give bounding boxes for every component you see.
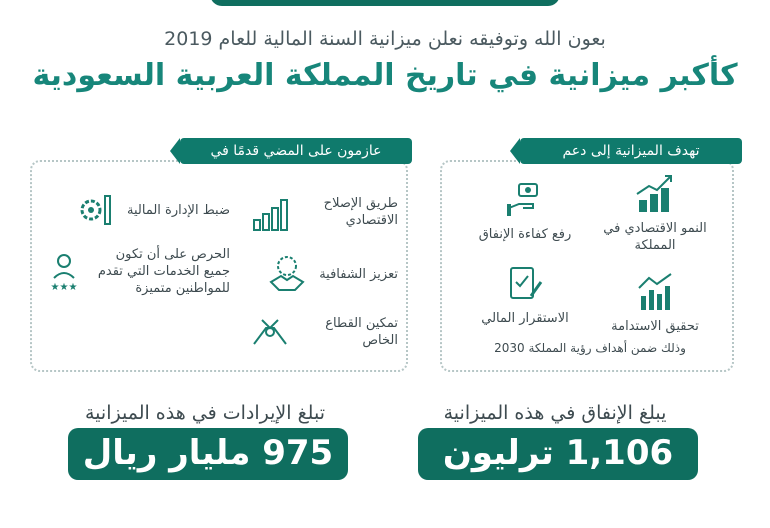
handshake-icon xyxy=(265,252,309,296)
goal-label: تحقيق الاستدامة xyxy=(611,319,699,334)
goal-financial-stability xyxy=(470,262,580,327)
rising-bars-icon xyxy=(248,190,292,234)
commitments-panel-title: عازمون على المضي قدمًا في xyxy=(180,138,412,164)
money-hand-icon xyxy=(503,178,547,222)
sustainability-chart-icon xyxy=(633,270,677,314)
commitment-financial-management xyxy=(60,188,230,232)
commitment-transparency xyxy=(248,252,398,296)
checklist-document-icon xyxy=(503,262,547,306)
commitment-label: تمكين القطاع الخاص xyxy=(325,316,398,348)
goal-spending-efficiency xyxy=(470,178,580,243)
vision-2030-note: وذلك ضمن أهداف رؤية المملكة 2030 xyxy=(494,341,686,355)
goal-economic-growth xyxy=(600,172,710,254)
spending-value: 1,106 ترليون ريال xyxy=(418,428,698,480)
spending-label: يبلغ الإنفاق في هذه الميزانية xyxy=(443,402,667,424)
commitment-private-sector xyxy=(248,310,398,354)
svg-text:★★★: ★★★ xyxy=(50,281,78,293)
revenue-label: تبلغ الإيرادات في هذه الميزانية xyxy=(85,402,325,424)
commitment-label: الحرص على أن تكون جميع الخدمات التي تقدم للمواطنين متميزة xyxy=(97,247,230,296)
commitment-label: تعزيز الشفافية xyxy=(319,266,398,282)
commitment-economic-reform xyxy=(248,190,398,234)
top-banner-strip xyxy=(210,0,560,6)
goal-label: رفع كفاءة الإنفاق xyxy=(478,227,572,242)
commitment-label: طريق الإصلاح الاقتصادي xyxy=(323,196,398,228)
user-rating-icon xyxy=(42,250,86,294)
commitment-service-excellence xyxy=(42,246,230,297)
gears-icon xyxy=(73,188,117,232)
growth-chart-icon xyxy=(633,172,677,216)
joined-hands-icon xyxy=(248,310,292,354)
intro-line: بعون الله وتوفيقه نعلن ميزانية السنة المالية للعام 2019 xyxy=(164,28,606,50)
goals-panel-title: تهدف الميزانية إلى دعم xyxy=(520,138,742,164)
goal-label: النمو الاقتصادي في المملكة xyxy=(603,221,707,253)
goal-label: الاستقرار المالي xyxy=(481,311,569,326)
headline: كأكبر ميزانية في تاريخ المملكة العربية السعودية xyxy=(32,58,738,93)
revenue-value: 975 مليار ريال xyxy=(68,428,348,480)
goal-sustainability xyxy=(600,270,710,335)
commitment-label: ضبط الإدارة المالية xyxy=(127,202,230,218)
